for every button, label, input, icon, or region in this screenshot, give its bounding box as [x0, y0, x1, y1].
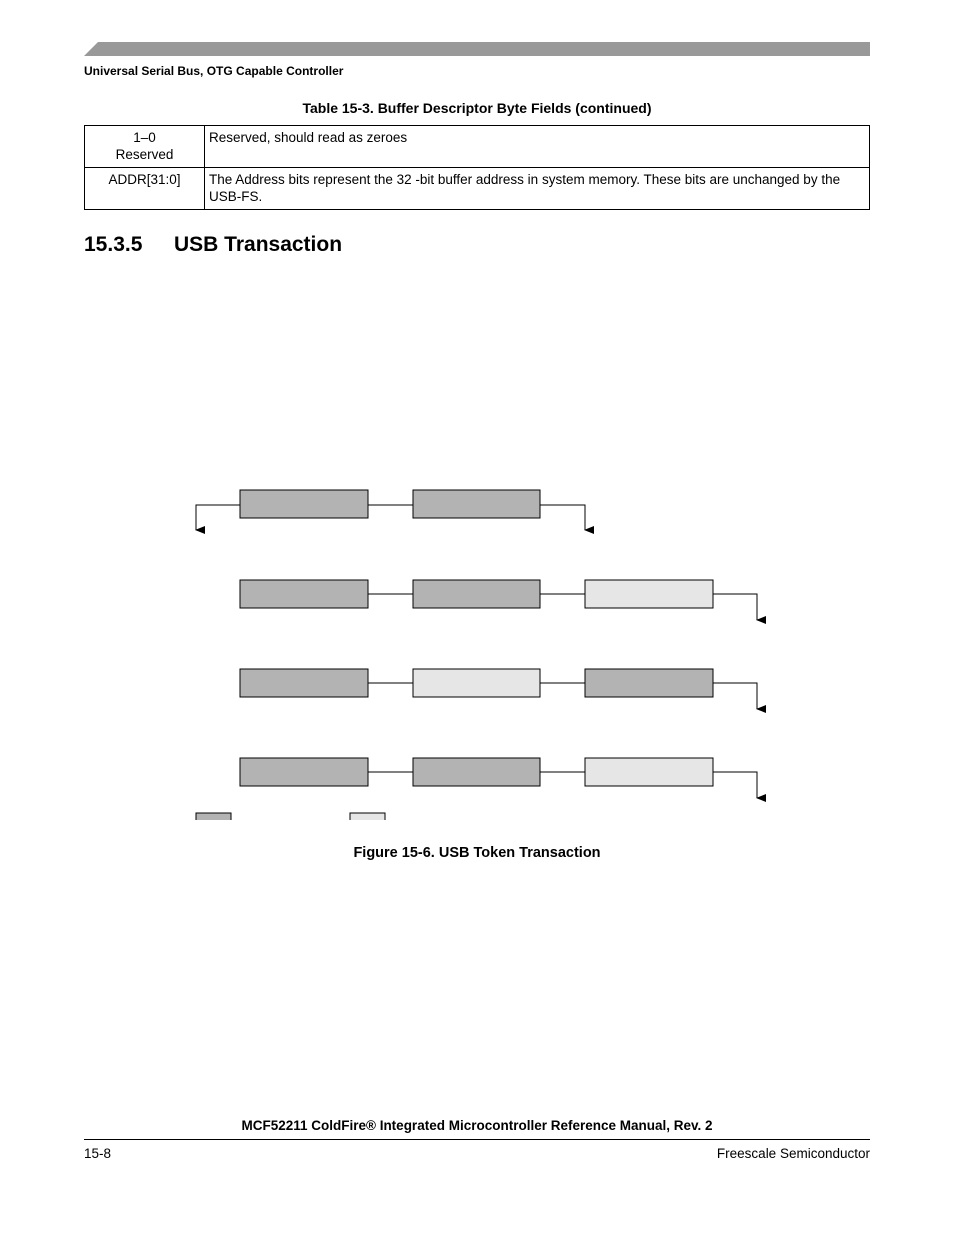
page-number: 15-8: [84, 1146, 112, 1161]
packet-box: [240, 580, 368, 608]
section-number: 15.3.5: [84, 233, 143, 256]
flow-line-right: [713, 683, 757, 709]
packet-box: [413, 758, 540, 786]
footer-divider: [84, 1139, 870, 1140]
field-bits: ADDR[31:0]: [108, 172, 181, 187]
section-title: USB Transaction: [174, 233, 343, 256]
legend-swatch: [350, 813, 385, 820]
legend-swatch: [196, 813, 231, 820]
diagram-row-1: [196, 490, 585, 530]
diagram-row-3: [240, 669, 757, 709]
packet-box: [413, 490, 540, 518]
table-row: [85, 126, 870, 168]
field-bits: 1–0: [133, 130, 156, 145]
field-description: Reserved, should read as zeroes: [205, 126, 870, 168]
field-label: Reserved: [115, 147, 174, 162]
field-name-cell: [85, 126, 205, 168]
packet-box: [413, 669, 540, 697]
flow-line-right: [540, 505, 585, 530]
field-description: The Address bits represent the 32 -bit buffer address in system memory. These bits are unchanged by the USB-FS.: [205, 168, 870, 210]
diagram-legend: [196, 813, 385, 820]
flow-line-right: [713, 772, 757, 798]
packet-box: [413, 580, 540, 608]
table-title: Table 15-3. Buffer Descriptor Byte Fields (continued): [302, 100, 652, 116]
section-heading: [84, 233, 342, 257]
packet-box: [240, 758, 368, 786]
packet-box: [585, 580, 713, 608]
packet-box: [585, 758, 713, 786]
figure-caption: Figure 15-6. USB Token Transaction: [353, 845, 601, 861]
header-bar: [84, 42, 870, 56]
field-name-cell: [85, 168, 205, 210]
table-row: [85, 168, 870, 210]
token-transaction-diagram: [0, 480, 954, 820]
footer-manual-title: MCF52211 ColdFire® Integrated Microcontroller Reference Manual, Rev. 2: [241, 1118, 713, 1133]
flow-line-right: [713, 594, 757, 620]
diagram-row-2: [240, 580, 757, 620]
company-name: Freescale Semiconductor: [716, 1146, 870, 1161]
flow-line-left: [196, 505, 240, 530]
packet-box: [585, 669, 713, 697]
packet-box: [240, 490, 368, 518]
field-table: [84, 125, 870, 210]
packet-box: [240, 669, 368, 697]
running-head: Universal Serial Bus, OTG Capable Controller: [84, 64, 344, 78]
diagram-row-4: [240, 758, 757, 798]
